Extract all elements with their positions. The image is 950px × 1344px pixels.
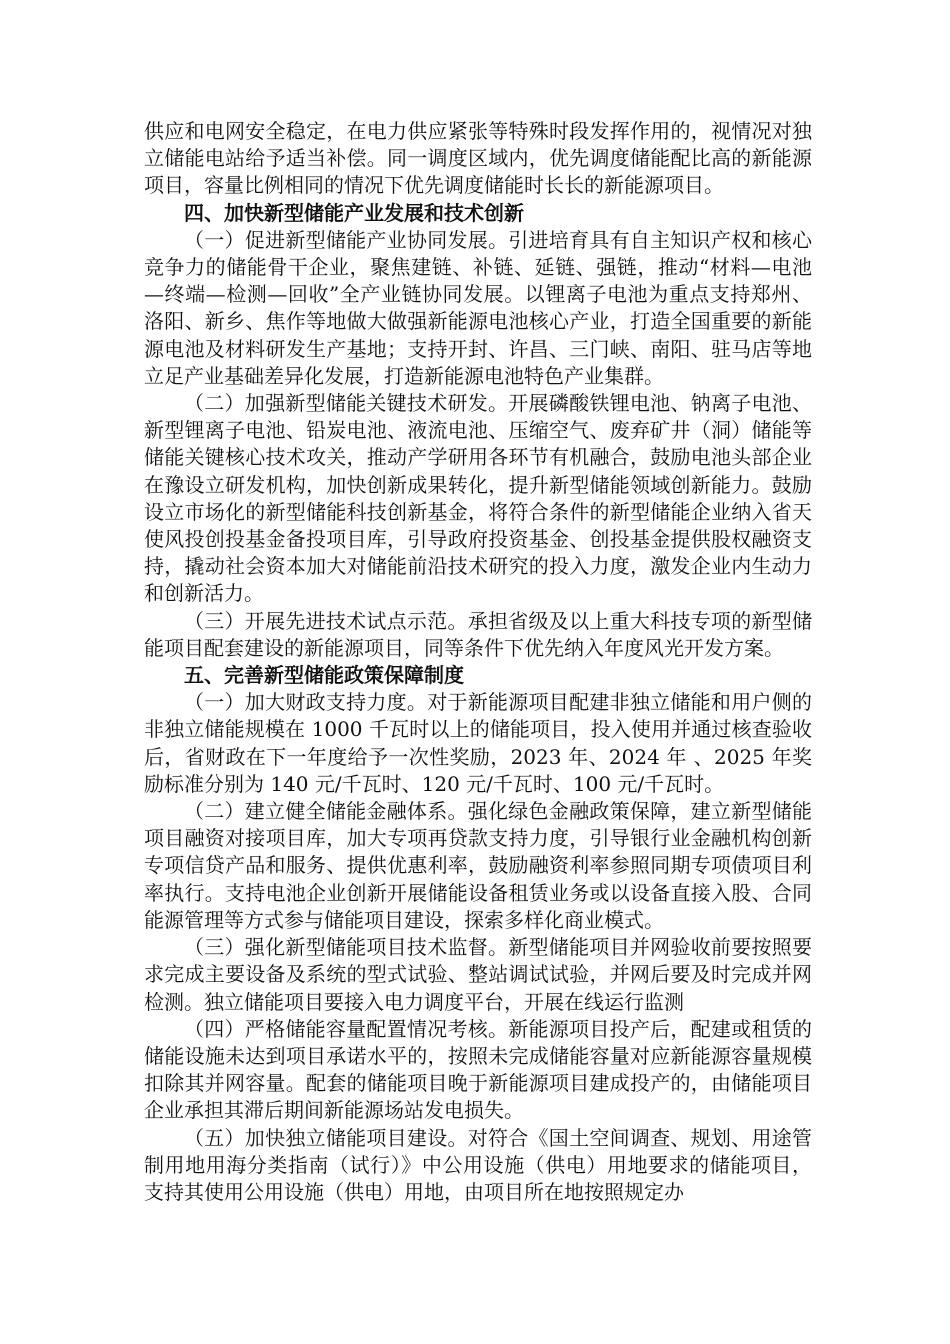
paragraph-4-2: （二）加强新型储能关键技术研发。开展磷酸铁锂电池、钠离子电池、新型锂离子电池、铅炭电池、液流电池、压缩空气、废弃矿井（洞）储能等储能关键核心技术攻关，推动产学研用各环节有机融合，鼓励电池头部企业在豫设立研发机构，加快创新成果转化，提升新型储能领域创新能力。鼓励设立市场化的新型储能科技创新基金，将符合条件的新型储能企业纳入省天使风投创投基金备投项目库，引导政府投资基金、创投基金提供股权融资支持，撬动社会资本加大对储能前沿技术研究的投入力度，激发企业内生动力和创新活力。 [144,391,812,606]
paragraph-5-3: （三）强化新型储能项目技术监督。新型储能项目并网验收前要按照要求完成主要设备及系统的型式试验、整站调试试验，并网后要及时完成并网检测。独立储能项目要接入电力调度平台，开展在线运行监测 [144,935,812,1014]
section-heading-four: 四、加快新型储能产业发展和技术创新 [184,200,524,225]
paragraph-4-1: （一）促进新型储能产业协同发展。引进培育具有自主知识产权和核心竞争力的储能骨干企业，聚焦建链、补链、延链、强链，推动“材料—电池—终端—检测—回收”全产业链协同发展。以锂离子电池为重点支持郑州、洛阳、新乡、焦作等地做大做强新能源电池核心产业，打造全国重要的新能源电池及材料研发生产基地；支持开封、许昌、三门峡、南阳、驻马店等地立足产业基础差异化发展，打造新能源电池特色产业集群。 [144,227,812,388]
section-heading-five: 五、完善新型储能政策保障制度 [184,663,464,688]
paragraph-continuation: 供应和电网安全稳定，在电力供应紧张等特殊时段发挥作用的，视情况对独立储能电站给予适当补偿。同一调度区域内，优先调度储能配比高的新能源项目，容量比例相同的情况下优先调度储能时长长的新能源项目。 [144,119,812,198]
paragraph-4-3: （三）开展先进技术试点示范。承担省级及以上重大科技专项的新型储能项目配套建设的新能源项目，同等条件下优先纳入年度风光开发方案。 [144,608,812,660]
paragraph-5-4: （四）严格储能容量配置情况考核。新能源项目投产后，配建或租赁的储能设施未达到项目承诺水平的，按照未完成储能容量对应新能源容量规模扣除其并网容量。配套的储能项目晚于新能源项目建成投产的，由储能项目企业承担其滞后期间新能源场站发电损失。 [144,1016,812,1123]
paragraph-5-2: （二）建立健全储能金融体系。强化绿色金融政策保障，建立新型储能项目融资对接项目库，加大专项再贷款支持力度，引导银行业金融机构创新专项信贷产品和服务、提供优惠利率，鼓励融资利率参照同期专项债项目利率执行。支持电池企业创新开展储能设备租赁业务或以设备直接入股、合同能源管理等方式参与储能项目建设，探索多样化商业模式。 [144,799,812,932]
document-page [144,118,812,1206]
paragraph-5-5: （五）加快独立储能项目建设。对符合《国土空间调查、规划、用途管制用地用海分类指南（试行）》中公用设施（供电）用地要求的储能项目，支持其使用公用设施（供电）用地，由项目所在地按照规定办 [144,1125,812,1204]
paragraph-5-1: （一）加大财政支持力度。对于新能源项目配建非独立储能和用户侧的非独立储能规模在 1000 千瓦时以上的储能项目，投入使用并通过核查验收后，省财政在下一年度给予一次性奖励，2023 年、2024 年 、2025 年奖励标准分别为 140 元/千瓦时、120 元/千瓦时、100 元/千瓦时。 [144,690,812,796]
